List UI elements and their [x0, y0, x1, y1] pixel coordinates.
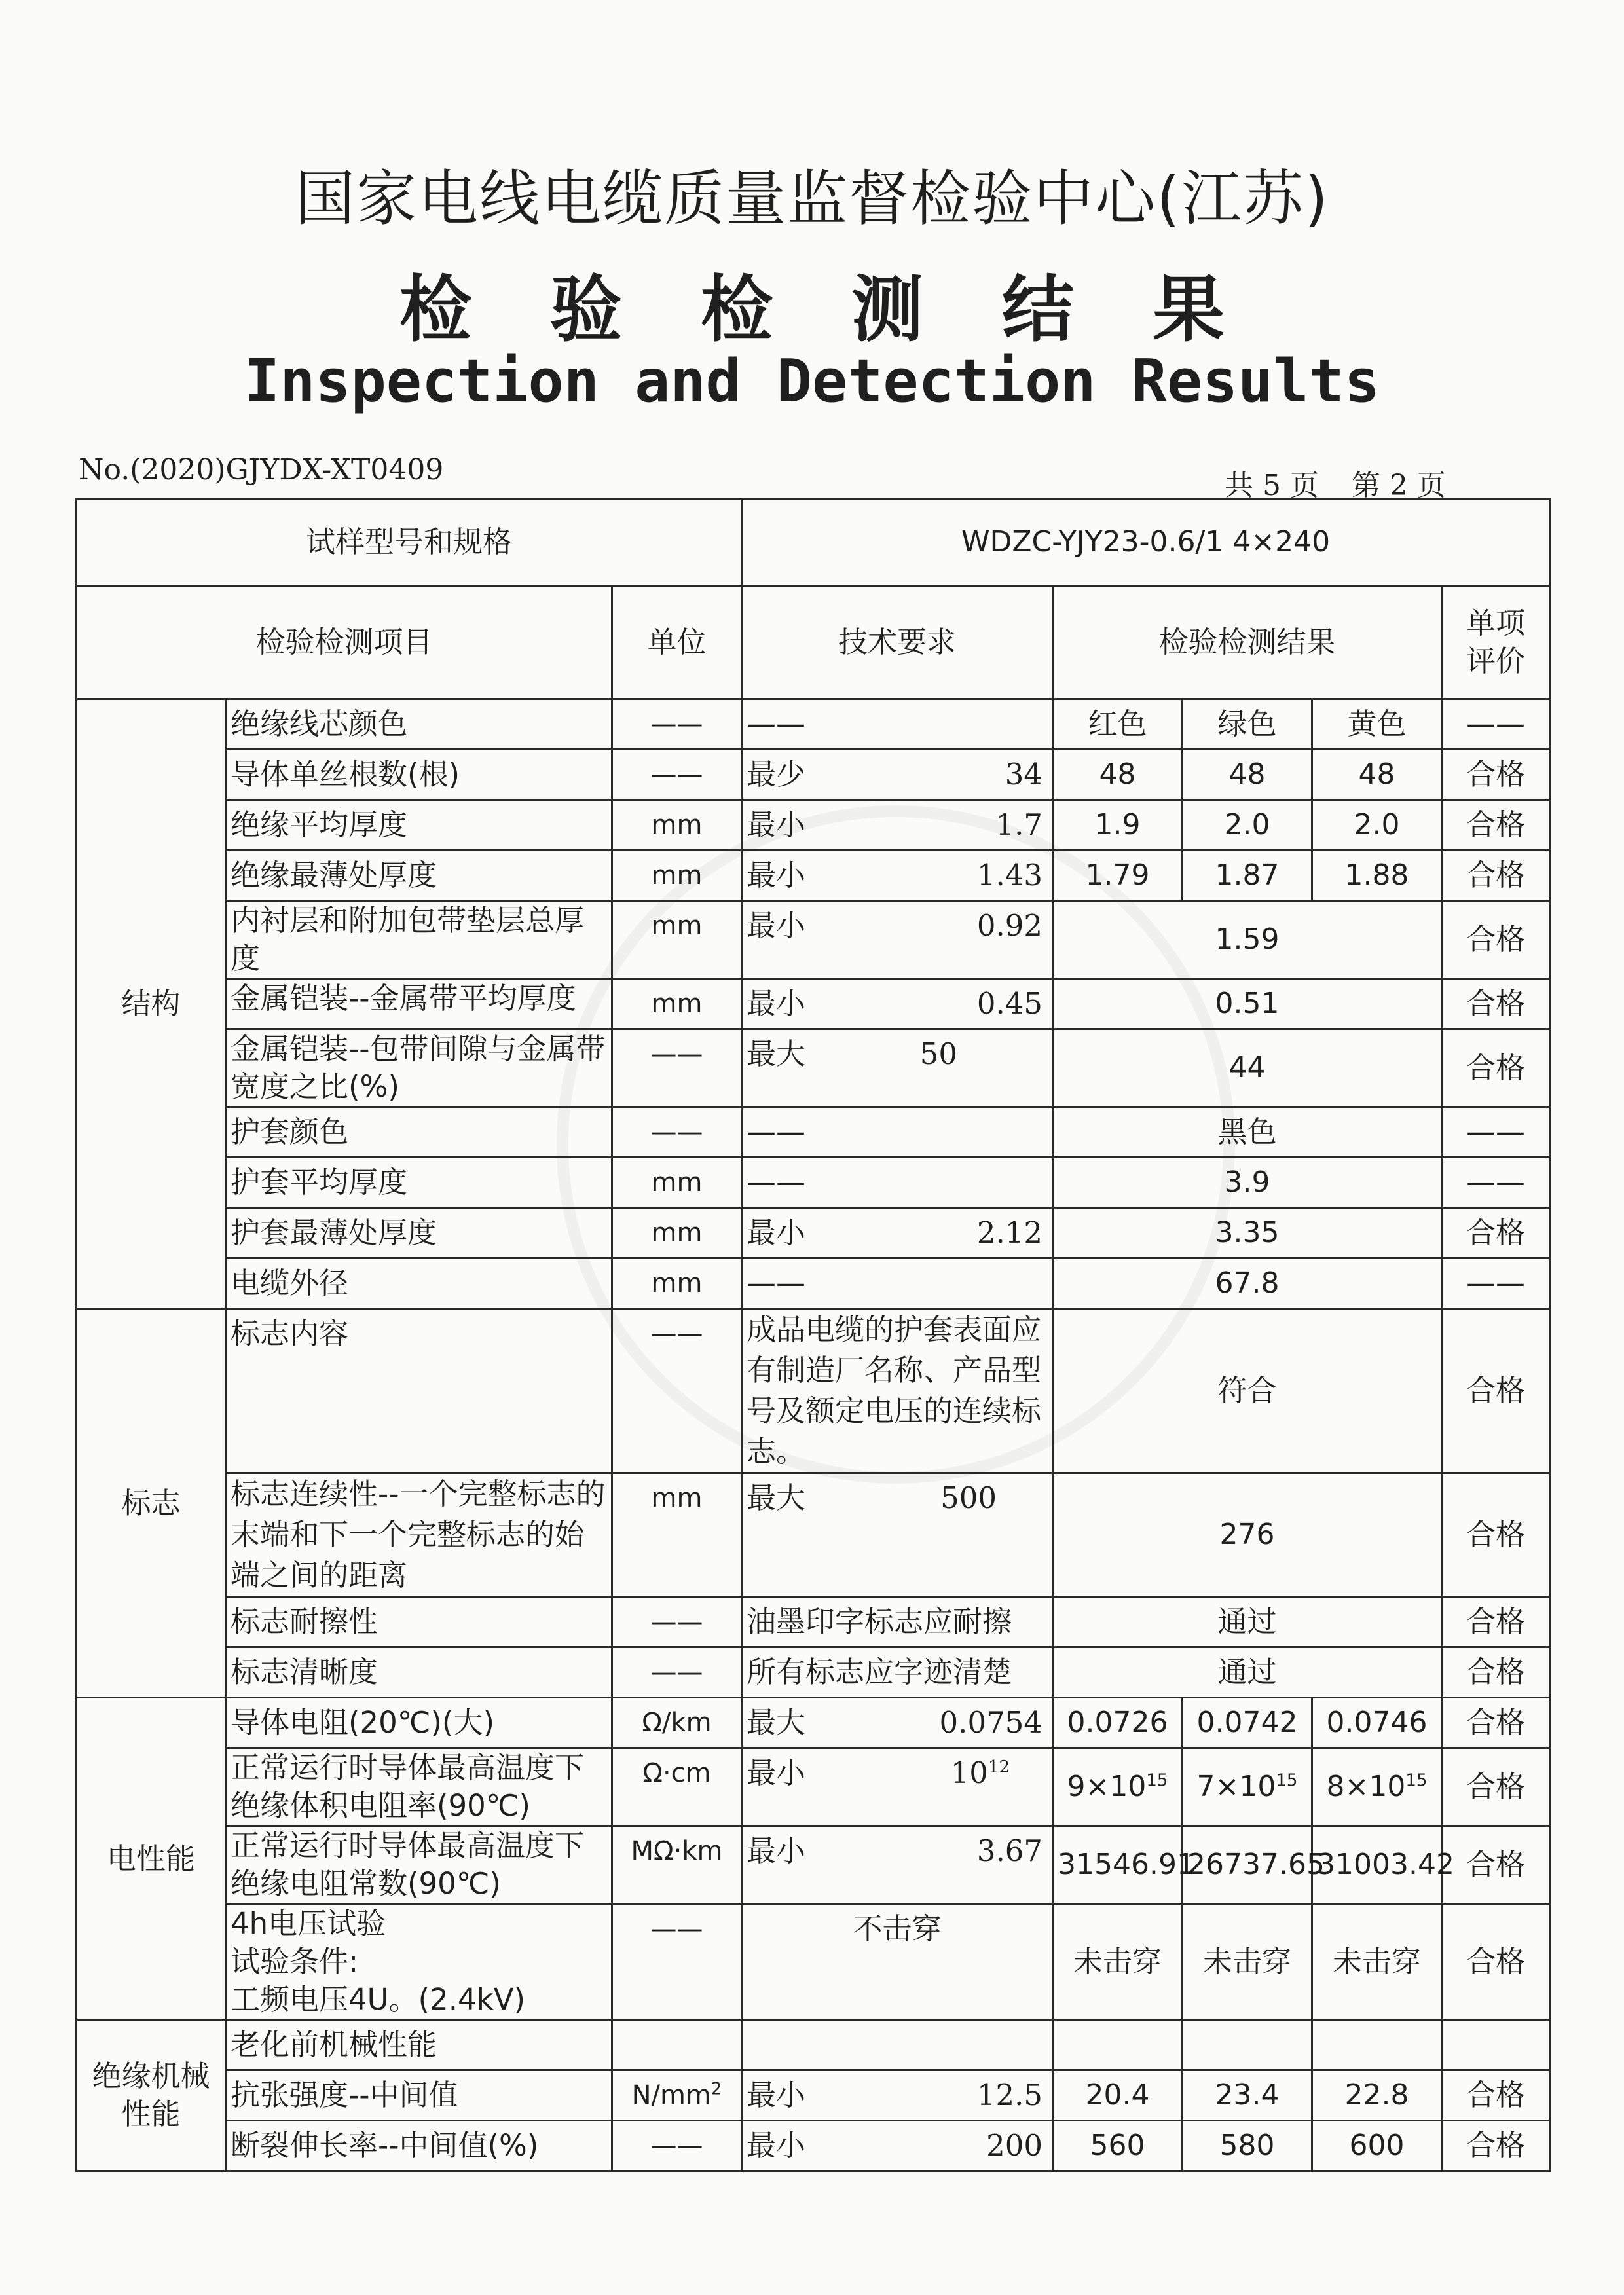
eval-cell: 合格	[1442, 851, 1550, 901]
req-value: 1.7	[995, 807, 1043, 842]
req-cell	[742, 2020, 1053, 2070]
req-cell: ——	[742, 1258, 1053, 1309]
result-cell: 符合	[1053, 1309, 1442, 1473]
result-cell: 20.4	[1053, 2070, 1183, 2121]
result-cell: 560	[1053, 2121, 1183, 2171]
result-cell: 44	[1053, 1029, 1442, 1107]
req-keyword: 最小	[747, 858, 806, 892]
eval-cell: 合格	[1442, 1826, 1550, 1904]
result-cell: 绿色	[1183, 699, 1312, 750]
item-cell: 抗张强度--中间值	[226, 2070, 612, 2121]
table-row	[77, 1158, 1550, 1208]
page-total: 共 5 页	[1225, 469, 1319, 502]
table-row	[77, 1748, 1550, 1826]
req-cell	[742, 1029, 1053, 1107]
table-row	[77, 1473, 1550, 1597]
table-row	[77, 851, 1550, 901]
unit-cell: ——	[612, 1597, 742, 1647]
item-cell: 正常运行时导体最高温度下绝缘电阻常数(90℃)	[226, 1826, 612, 1904]
req-keyword: 最小	[747, 1215, 806, 1250]
eval-cell: 合格	[1442, 1473, 1550, 1597]
col-result: 检验检测结果	[1053, 586, 1442, 699]
result-cell: 未击穿	[1312, 1904, 1442, 2020]
eval-cell: 合格	[1442, 1904, 1550, 2020]
document-title: 检验检测结果	[399, 268, 1303, 352]
req-value: 34	[1005, 757, 1043, 792]
organization-title: 国家电线电缆质量监督检验中心(江苏)	[295, 164, 1329, 234]
eval-cell: 合格	[1442, 750, 1550, 800]
result-cell: 1.9	[1053, 800, 1183, 851]
unit-cell: mm	[612, 1158, 742, 1208]
req-keyword: 最小	[747, 1755, 806, 1790]
req-keyword: 最大	[747, 1480, 806, 1515]
group-structure: 结构	[77, 699, 226, 1309]
results-table	[75, 498, 1551, 2172]
result-cell: 0.51	[1053, 979, 1442, 1029]
unit-exponent: 2	[710, 2079, 722, 2099]
col-item: 检验检测项目	[77, 586, 612, 699]
col-requirement: 技术要求	[742, 586, 1053, 699]
result-cell	[1053, 2020, 1183, 2070]
col-evaluation	[1442, 586, 1550, 699]
table-row	[77, 1258, 1550, 1309]
item-cell: 金属铠装--包带间隙与金属带宽度之比(%)	[226, 1029, 612, 1107]
unit-cell	[612, 2070, 742, 2121]
req-cell	[742, 750, 1053, 800]
item-cell: 绝缘最薄处厚度	[226, 851, 612, 901]
result-cell: 2.0	[1312, 800, 1442, 851]
col-eval-line2: 评价	[1466, 644, 1526, 678]
item-cell: 护套颜色	[226, 1107, 612, 1158]
result-cell: 1.87	[1183, 851, 1312, 901]
req-keyword: 最少	[747, 757, 806, 792]
result-cell: 1.59	[1053, 901, 1442, 979]
unit-cell: ——	[612, 1107, 742, 1158]
result-cell	[1183, 2020, 1312, 2070]
result-cell: 31546.91	[1053, 1826, 1183, 1904]
item-cell: 护套最薄处厚度	[226, 1208, 612, 1258]
req-cell	[742, 1208, 1053, 1258]
req-cell: ——	[742, 1158, 1053, 1208]
item-cell: 绝缘线芯颜色	[226, 699, 612, 750]
req-value: 3.67	[976, 1833, 1043, 1868]
req-keyword: 最大	[747, 1037, 806, 1071]
req-keyword: 最小	[747, 986, 806, 1021]
req-value: 200	[986, 2128, 1043, 2163]
result-base: 9×10	[1067, 1770, 1147, 1803]
req-cell	[742, 1698, 1053, 1748]
eval-cell: 合格	[1442, 1698, 1550, 1748]
table-row	[77, 2020, 1550, 2070]
unit-cell: ——	[612, 750, 742, 800]
unit-cell: mm	[612, 901, 742, 979]
req-value: 50	[919, 1037, 958, 1071]
req-keyword: 最小	[747, 908, 806, 943]
unit-cell: ——	[612, 1647, 742, 1698]
result-cell	[1312, 2020, 1442, 2070]
eval-cell: 合格	[1442, 1748, 1550, 1826]
page-current: 第 2 页	[1351, 469, 1446, 502]
table-row	[77, 1826, 1550, 1904]
result-cell	[1183, 1748, 1312, 1826]
result-cell: 31003.42	[1312, 1826, 1442, 1904]
eval-cell: 合格	[1442, 2070, 1550, 2121]
req-keyword: 最小	[747, 2078, 806, 2112]
result-cell: 26737.65	[1183, 1826, 1312, 1904]
result-cell: 3.9	[1053, 1158, 1442, 1208]
req-cell	[742, 979, 1053, 1029]
item-cell: 导体单丝根数(根)	[226, 750, 612, 800]
result-cell: 1.79	[1053, 851, 1183, 901]
eval-cell: 合格	[1442, 1208, 1550, 1258]
item-cell: 电缆外径	[226, 1258, 612, 1309]
unit-cell	[612, 2020, 742, 2070]
result-cell: 通过	[1053, 1647, 1442, 1698]
req-value: 500	[940, 1480, 997, 1515]
result-cell	[1312, 1748, 1442, 1826]
item-line: 试验条件:	[231, 1944, 359, 1979]
item-cell: 标志内容	[226, 1309, 612, 1473]
table-row	[77, 979, 1550, 1029]
result-cell: 22.8	[1312, 2070, 1442, 2121]
req-keyword: 最小	[747, 1833, 806, 1868]
req-value: 12.5	[976, 2078, 1043, 2112]
req-keyword: 最大	[747, 1705, 806, 1740]
item-line: 4h电压试验	[231, 1906, 386, 1941]
req-cell	[742, 1473, 1053, 1597]
req-cell	[742, 1826, 1053, 1904]
table-row	[77, 1107, 1550, 1158]
table-row	[77, 1904, 1550, 2020]
req-exponent: 12	[987, 1757, 1010, 1777]
result-cell: 48	[1183, 750, 1312, 800]
req-cell	[742, 901, 1053, 979]
spec-value: WDZC-YJY23-0.6/1 4×240	[742, 499, 1550, 586]
table-row	[77, 1208, 1550, 1258]
group-marking: 标志	[77, 1309, 226, 1698]
req-cell	[742, 1748, 1053, 1826]
table-row	[77, 1029, 1550, 1107]
item-cell: 正常运行时导体最高温度下绝缘体积电阻率(90℃)	[226, 1748, 612, 1826]
item-line: 工频电压4U。(2.4kV)	[231, 1982, 526, 2017]
result-cell: 23.4	[1183, 2070, 1312, 2121]
result-cell: 0.0726	[1053, 1698, 1183, 1748]
unit-cell: mm	[612, 1208, 742, 1258]
column-header-row	[77, 586, 1550, 699]
item-cell: 标志耐擦性	[226, 1597, 612, 1647]
table-row	[77, 750, 1550, 800]
unit-cell: Ω·cm	[612, 1748, 742, 1826]
unit-cell: Ω/km	[612, 1698, 742, 1748]
item-cell: 断裂伸长率--中间值(%)	[226, 2121, 612, 2171]
spec-row	[77, 499, 1550, 586]
eval-cell: 合格	[1442, 979, 1550, 1029]
spec-label: 试样型号和规格	[77, 499, 742, 586]
result-cell: 未击穿	[1053, 1904, 1183, 2020]
item-cell: 绝缘平均厚度	[226, 800, 612, 851]
table-row	[77, 1309, 1550, 1473]
result-exponent: 15	[1405, 1771, 1428, 1791]
result-cell: 3.35	[1053, 1208, 1442, 1258]
unit-cell: ——	[612, 1309, 742, 1473]
req-value: 2.12	[976, 1215, 1043, 1250]
item-cell	[226, 1904, 612, 2020]
result-cell: 276	[1053, 1473, 1442, 1597]
req-cell	[742, 2070, 1053, 2121]
req-cell	[742, 2121, 1053, 2171]
col-eval-line1: 单项	[1466, 606, 1526, 640]
result-cell: 红色	[1053, 699, 1183, 750]
result-cell: 67.8	[1053, 1258, 1442, 1309]
eval-cell: 合格	[1442, 800, 1550, 851]
item-cell: 标志连续性--一个完整标志的末端和下一个完整标志的始端之间的距离	[226, 1473, 612, 1597]
table-row	[77, 800, 1550, 851]
table-row	[77, 901, 1550, 979]
document-title-english: Inspection and Detection Results	[244, 347, 1380, 416]
req-cell: 所有标志应字迹清楚	[742, 1647, 1053, 1698]
eval-cell: 合格	[1442, 1309, 1550, 1473]
table-row	[77, 1597, 1550, 1647]
unit-cell: ——	[612, 2121, 742, 2171]
result-cell: 未击穿	[1183, 1904, 1312, 2020]
result-cell: 黑色	[1053, 1107, 1442, 1158]
result-cell: 48	[1312, 750, 1442, 800]
unit-cell: mm	[612, 979, 742, 1029]
unit-cell: ——	[612, 1904, 742, 2020]
table-row	[77, 1698, 1550, 1748]
item-cell: 护套平均厚度	[226, 1158, 612, 1208]
item-cell: 内衬层和附加包带垫层总厚度	[226, 901, 612, 979]
eval-cell: 合格	[1442, 901, 1550, 979]
col-unit: 单位	[612, 586, 742, 699]
req-cell	[742, 800, 1053, 851]
unit-cell: MΩ·km	[612, 1826, 742, 1904]
eval-cell: ——	[1442, 1107, 1550, 1158]
req-cell: 油墨印字标志应耐擦	[742, 1597, 1053, 1647]
req-keyword: 最小	[747, 2128, 806, 2163]
unit-cell: mm	[612, 1473, 742, 1597]
eval-cell: 合格	[1442, 2121, 1550, 2171]
result-cell: 48	[1053, 750, 1183, 800]
unit-cell: mm	[612, 851, 742, 901]
report-number: No.(2020)GJYDX-XT0409	[79, 453, 444, 487]
table-row	[77, 2070, 1550, 2121]
item-cell: 标志清晰度	[226, 1647, 612, 1698]
result-exponent: 15	[1276, 1771, 1298, 1791]
eval-cell: 合格	[1442, 1647, 1550, 1698]
result-cell: 0.0742	[1183, 1698, 1312, 1748]
result-cell: 600	[1312, 2121, 1442, 2171]
req-cell	[742, 851, 1053, 901]
req-cell: ——	[742, 699, 1053, 750]
result-cell: 2.0	[1183, 800, 1312, 851]
result-cell	[1053, 1748, 1183, 1826]
table-row	[77, 1647, 1550, 1698]
result-cell: 通过	[1053, 1597, 1442, 1647]
result-cell: 黄色	[1312, 699, 1442, 750]
group-electrical: 电性能	[77, 1698, 226, 2020]
req-value: 10	[950, 1755, 988, 1790]
table-row	[77, 2121, 1550, 2171]
item-cell: 导体电阻(20℃)(大)	[226, 1698, 612, 1748]
result-base: 7×10	[1196, 1770, 1276, 1803]
unit-cell: mm	[612, 800, 742, 851]
req-keyword: 最小	[747, 807, 806, 842]
result-base: 8×10	[1326, 1770, 1406, 1803]
unit-cell: mm	[612, 1258, 742, 1309]
table-row	[77, 699, 1550, 750]
item-cell: 金属铠装--金属带平均厚度	[226, 979, 612, 1029]
req-value: 1.43	[976, 858, 1043, 892]
unit-cell: ——	[612, 699, 742, 750]
item-cell: 老化前机械性能	[226, 2020, 612, 2070]
result-cell: 1.88	[1312, 851, 1442, 901]
req-value: 0.0754	[939, 1705, 1043, 1740]
eval-cell: 合格	[1442, 1029, 1550, 1107]
eval-cell: 合格	[1442, 1597, 1550, 1647]
req-cell: ——	[742, 1107, 1053, 1158]
req-value: 0.92	[976, 908, 1043, 943]
unit-base: N/mm	[631, 2080, 711, 2110]
group-mechanical: 绝缘机械性能	[77, 2020, 226, 2171]
result-cell: 580	[1183, 2121, 1312, 2171]
eval-cell: ——	[1442, 1158, 1550, 1208]
unit-cell: ——	[612, 1029, 742, 1107]
req-value: 0.45	[976, 986, 1043, 1021]
eval-cell: ——	[1442, 699, 1550, 750]
eval-cell	[1442, 2020, 1550, 2070]
req-cell: 不击穿	[742, 1904, 1053, 2020]
result-exponent: 15	[1146, 1771, 1168, 1791]
req-cell: 成品电缆的护套表面应有制造厂名称、产品型号及额定电压的连续标志。	[742, 1309, 1053, 1473]
eval-cell: ——	[1442, 1258, 1550, 1309]
result-cell: 0.0746	[1312, 1698, 1442, 1748]
